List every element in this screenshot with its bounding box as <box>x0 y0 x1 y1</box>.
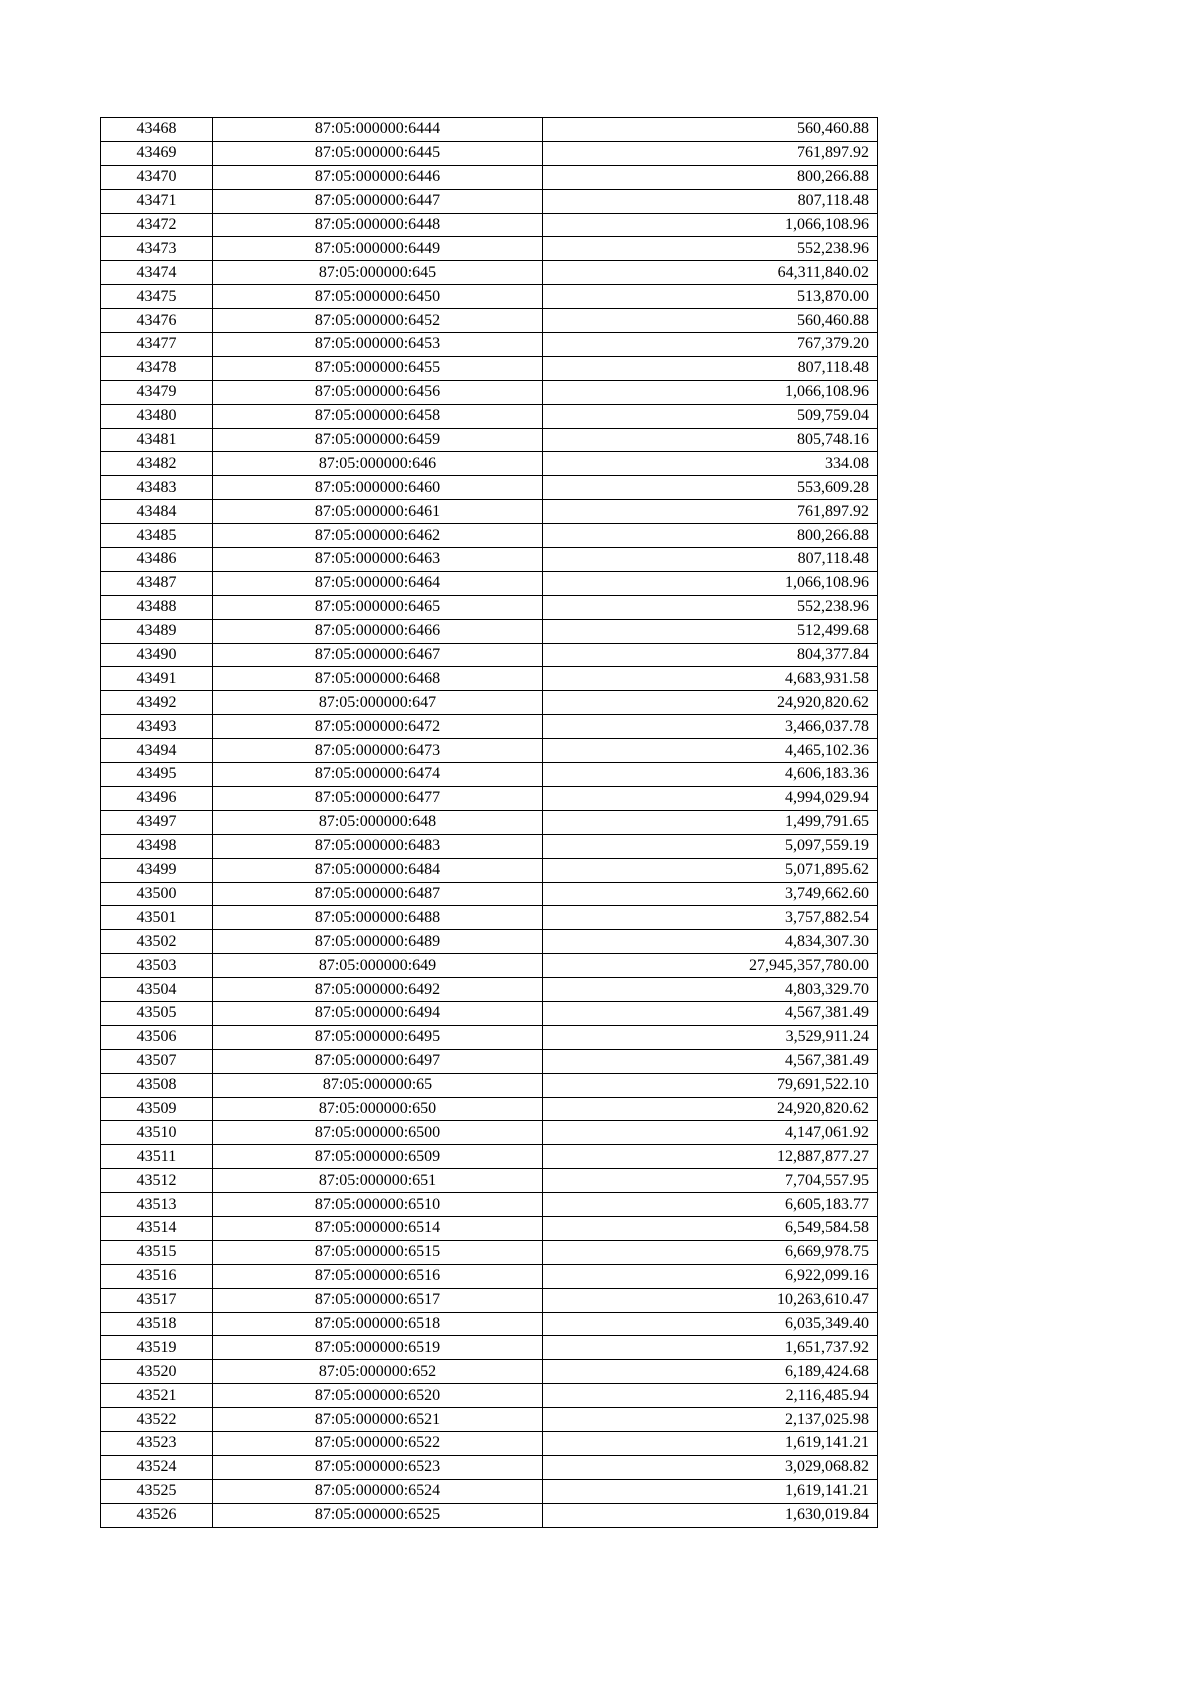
table-row <box>101 786 878 810</box>
row-number-cell: 43510 <box>101 1121 213 1145</box>
table-row <box>101 309 878 333</box>
row-number-cell: 43522 <box>101 1408 213 1432</box>
row-number-cell: 43481 <box>101 428 213 452</box>
cadastral-number-cell: 87:05:000000:652 <box>213 1360 543 1384</box>
table-row <box>101 906 878 930</box>
data-table <box>100 117 878 1528</box>
row-number-cell: 43512 <box>101 1169 213 1193</box>
row-number-cell: 43508 <box>101 1073 213 1097</box>
row-number-cell: 43497 <box>101 810 213 834</box>
cadastral-number-cell: 87:05:000000:6525 <box>213 1503 543 1527</box>
value-cell: 6,605,183.77 <box>543 1193 878 1217</box>
table-row <box>101 619 878 643</box>
table-row <box>101 380 878 404</box>
row-number-cell: 43472 <box>101 213 213 237</box>
value-cell: 6,669,978.75 <box>543 1240 878 1264</box>
table-row <box>101 1193 878 1217</box>
cadastral-number-cell: 87:05:000000:651 <box>213 1169 543 1193</box>
value-cell: 767,379.20 <box>543 333 878 357</box>
value-cell: 509,759.04 <box>543 404 878 428</box>
value-cell: 1,630,019.84 <box>543 1503 878 1527</box>
table-row <box>101 165 878 189</box>
value-cell: 4,834,307.30 <box>543 930 878 954</box>
table-row <box>101 691 878 715</box>
row-number-cell: 43513 <box>101 1193 213 1217</box>
value-cell: 4,606,183.36 <box>543 763 878 787</box>
cadastral-number-cell: 87:05:000000:645 <box>213 261 543 285</box>
table-row <box>101 1025 878 1049</box>
row-number-cell: 43505 <box>101 1001 213 1025</box>
cadastral-number-cell: 87:05:000000:6487 <box>213 882 543 906</box>
table-row <box>101 1049 878 1073</box>
cadastral-number-cell: 87:05:000000:6483 <box>213 834 543 858</box>
cadastral-number-cell: 87:05:000000:6488 <box>213 906 543 930</box>
value-cell: 5,071,895.62 <box>543 858 878 882</box>
row-number-cell: 43515 <box>101 1240 213 1264</box>
cadastral-number-cell: 87:05:000000:6456 <box>213 380 543 404</box>
value-cell: 3,757,882.54 <box>543 906 878 930</box>
value-cell: 3,529,911.24 <box>543 1025 878 1049</box>
cadastral-number-cell: 87:05:000000:6445 <box>213 141 543 165</box>
value-cell: 805,748.16 <box>543 428 878 452</box>
cadastral-number-cell: 87:05:000000:6519 <box>213 1336 543 1360</box>
value-cell: 552,238.96 <box>543 595 878 619</box>
table-row <box>101 954 878 978</box>
row-number-cell: 43474 <box>101 261 213 285</box>
cadastral-number-cell: 87:05:000000:6495 <box>213 1025 543 1049</box>
cadastral-number-cell: 87:05:000000:6463 <box>213 548 543 572</box>
table-row <box>101 571 878 595</box>
value-cell: 1,066,108.96 <box>543 380 878 404</box>
cadastral-number-cell: 87:05:000000:649 <box>213 954 543 978</box>
row-number-cell: 43518 <box>101 1312 213 1336</box>
table-row <box>101 1001 878 1025</box>
row-number-cell: 43525 <box>101 1479 213 1503</box>
cadastral-number-cell: 87:05:000000:6459 <box>213 428 543 452</box>
value-cell: 560,460.88 <box>543 309 878 333</box>
row-number-cell: 43503 <box>101 954 213 978</box>
row-number-cell: 43477 <box>101 333 213 357</box>
cadastral-number-cell: 87:05:000000:6518 <box>213 1312 543 1336</box>
table-row <box>101 237 878 261</box>
value-cell: 761,897.92 <box>543 500 878 524</box>
value-cell: 1,499,791.65 <box>543 810 878 834</box>
value-cell: 2,137,025.98 <box>543 1408 878 1432</box>
table-row <box>101 548 878 572</box>
row-number-cell: 43486 <box>101 548 213 572</box>
value-cell: 4,465,102.36 <box>543 739 878 763</box>
value-cell: 800,266.88 <box>543 524 878 548</box>
cadastral-number-cell: 87:05:000000:6452 <box>213 309 543 333</box>
cadastral-number-cell: 87:05:000000:646 <box>213 452 543 476</box>
table-row <box>101 643 878 667</box>
row-number-cell: 43506 <box>101 1025 213 1049</box>
value-cell: 6,035,349.40 <box>543 1312 878 1336</box>
table-row <box>101 500 878 524</box>
table-row <box>101 1408 878 1432</box>
table-row <box>101 1431 878 1455</box>
row-number-cell: 43475 <box>101 285 213 309</box>
table-row <box>101 476 878 500</box>
table-row <box>101 428 878 452</box>
table-row <box>101 524 878 548</box>
value-cell: 4,567,381.49 <box>543 1001 878 1025</box>
cadastral-number-cell: 87:05:000000:6514 <box>213 1216 543 1240</box>
cadastral-number-cell: 87:05:000000:6515 <box>213 1240 543 1264</box>
row-number-cell: 43511 <box>101 1145 213 1169</box>
table-row <box>101 1121 878 1145</box>
row-number-cell: 43483 <box>101 476 213 500</box>
row-number-cell: 43500 <box>101 882 213 906</box>
table-row <box>101 213 878 237</box>
cadastral-number-cell: 87:05:000000:6462 <box>213 524 543 548</box>
row-number-cell: 43471 <box>101 189 213 213</box>
table-row <box>101 1503 878 1527</box>
value-cell: 4,994,029.94 <box>543 786 878 810</box>
row-number-cell: 43488 <box>101 595 213 619</box>
value-cell: 1,619,141.21 <box>543 1431 878 1455</box>
table-row <box>101 1169 878 1193</box>
value-cell: 553,609.28 <box>543 476 878 500</box>
cadastral-number-cell: 87:05:000000:6460 <box>213 476 543 500</box>
value-cell: 552,238.96 <box>543 237 878 261</box>
cadastral-number-cell: 87:05:000000:6494 <box>213 1001 543 1025</box>
row-number-cell: 43504 <box>101 978 213 1002</box>
value-cell: 807,118.48 <box>543 356 878 380</box>
row-number-cell: 43468 <box>101 118 213 142</box>
row-number-cell: 43492 <box>101 691 213 715</box>
row-number-cell: 43496 <box>101 786 213 810</box>
table-row <box>101 739 878 763</box>
row-number-cell: 43520 <box>101 1360 213 1384</box>
value-cell: 807,118.48 <box>543 548 878 572</box>
value-cell: 1,066,108.96 <box>543 213 878 237</box>
cadastral-number-cell: 87:05:000000:6458 <box>213 404 543 428</box>
row-number-cell: 43470 <box>101 165 213 189</box>
cadastral-number-cell: 87:05:000000:6524 <box>213 1479 543 1503</box>
row-number-cell: 43526 <box>101 1503 213 1527</box>
cadastral-number-cell: 87:05:000000:65 <box>213 1073 543 1097</box>
cadastral-number-cell: 87:05:000000:6448 <box>213 213 543 237</box>
row-number-cell: 43494 <box>101 739 213 763</box>
row-number-cell: 43473 <box>101 237 213 261</box>
table-row <box>101 1479 878 1503</box>
table-row <box>101 452 878 476</box>
value-cell: 4,567,381.49 <box>543 1049 878 1073</box>
value-cell: 800,266.88 <box>543 165 878 189</box>
value-cell: 4,683,931.58 <box>543 667 878 691</box>
cadastral-number-cell: 87:05:000000:6509 <box>213 1145 543 1169</box>
value-cell: 3,749,662.60 <box>543 882 878 906</box>
table-row <box>101 1384 878 1408</box>
cadastral-number-cell: 87:05:000000:6453 <box>213 333 543 357</box>
table-row <box>101 978 878 1002</box>
value-cell: 7,704,557.95 <box>543 1169 878 1193</box>
table-row <box>101 141 878 165</box>
value-cell: 3,029,068.82 <box>543 1455 878 1479</box>
cadastral-number-cell: 87:05:000000:6520 <box>213 1384 543 1408</box>
table-row <box>101 1240 878 1264</box>
row-number-cell: 43482 <box>101 452 213 476</box>
row-number-cell: 43489 <box>101 619 213 643</box>
cadastral-number-cell: 87:05:000000:6510 <box>213 1193 543 1217</box>
cadastral-number-cell: 87:05:000000:6466 <box>213 619 543 643</box>
table-row <box>101 858 878 882</box>
cadastral-number-cell: 87:05:000000:6467 <box>213 643 543 667</box>
cadastral-number-cell: 87:05:000000:6446 <box>213 165 543 189</box>
cadastral-number-cell: 87:05:000000:6523 <box>213 1455 543 1479</box>
value-cell: 5,097,559.19 <box>543 834 878 858</box>
value-cell: 334.08 <box>543 452 878 476</box>
table-row <box>101 810 878 834</box>
table-row <box>101 1455 878 1479</box>
table-row <box>101 1312 878 1336</box>
table-row <box>101 404 878 428</box>
table-row <box>101 667 878 691</box>
value-cell: 24,920,820.62 <box>543 1097 878 1121</box>
table-row <box>101 1336 878 1360</box>
cadastral-number-cell: 87:05:000000:6450 <box>213 285 543 309</box>
cadastral-number-cell: 87:05:000000:6489 <box>213 930 543 954</box>
value-cell: 512,499.68 <box>543 619 878 643</box>
table-body <box>101 118 878 1528</box>
cadastral-number-cell: 87:05:000000:6521 <box>213 1408 543 1432</box>
cadastral-number-cell: 87:05:000000:6522 <box>213 1431 543 1455</box>
cadastral-number-cell: 87:05:000000:647 <box>213 691 543 715</box>
cadastral-number-cell: 87:05:000000:6449 <box>213 237 543 261</box>
table-row <box>101 930 878 954</box>
row-number-cell: 43507 <box>101 1049 213 1073</box>
table-row <box>101 189 878 213</box>
table-row <box>101 1145 878 1169</box>
cadastral-number-cell: 87:05:000000:6516 <box>213 1264 543 1288</box>
row-number-cell: 43480 <box>101 404 213 428</box>
cadastral-number-cell: 87:05:000000:6484 <box>213 858 543 882</box>
row-number-cell: 43493 <box>101 715 213 739</box>
row-number-cell: 43491 <box>101 667 213 691</box>
value-cell: 6,549,584.58 <box>543 1216 878 1240</box>
value-cell: 1,066,108.96 <box>543 571 878 595</box>
value-cell: 27,945,357,780.00 <box>543 954 878 978</box>
cadastral-number-cell: 87:05:000000:6500 <box>213 1121 543 1145</box>
value-cell: 6,189,424.68 <box>543 1360 878 1384</box>
table-row <box>101 1360 878 1384</box>
table-row <box>101 333 878 357</box>
table-row <box>101 763 878 787</box>
table-row <box>101 1073 878 1097</box>
value-cell: 4,803,329.70 <box>543 978 878 1002</box>
cadastral-number-cell: 87:05:000000:648 <box>213 810 543 834</box>
table-row <box>101 1097 878 1121</box>
row-number-cell: 43495 <box>101 763 213 787</box>
table-row <box>101 1264 878 1288</box>
cadastral-number-cell: 87:05:000000:6447 <box>213 189 543 213</box>
row-number-cell: 43502 <box>101 930 213 954</box>
value-cell: 10,263,610.47 <box>543 1288 878 1312</box>
value-cell: 807,118.48 <box>543 189 878 213</box>
row-number-cell: 43498 <box>101 834 213 858</box>
value-cell: 3,466,037.78 <box>543 715 878 739</box>
table-row <box>101 834 878 858</box>
row-number-cell: 43521 <box>101 1384 213 1408</box>
row-number-cell: 43519 <box>101 1336 213 1360</box>
cadastral-number-cell: 87:05:000000:6465 <box>213 595 543 619</box>
value-cell: 24,920,820.62 <box>543 691 878 715</box>
cadastral-number-cell: 87:05:000000:6517 <box>213 1288 543 1312</box>
row-number-cell: 43476 <box>101 309 213 333</box>
table-row <box>101 1216 878 1240</box>
cadastral-number-cell: 87:05:000000:6474 <box>213 763 543 787</box>
row-number-cell: 43509 <box>101 1097 213 1121</box>
value-cell: 1,619,141.21 <box>543 1479 878 1503</box>
row-number-cell: 43514 <box>101 1216 213 1240</box>
row-number-cell: 43524 <box>101 1455 213 1479</box>
table-row <box>101 882 878 906</box>
value-cell: 560,460.88 <box>543 118 878 142</box>
row-number-cell: 43485 <box>101 524 213 548</box>
table-row <box>101 285 878 309</box>
value-cell: 12,887,877.27 <box>543 1145 878 1169</box>
row-number-cell: 43517 <box>101 1288 213 1312</box>
value-cell: 6,922,099.16 <box>543 1264 878 1288</box>
cadastral-number-cell: 87:05:000000:6444 <box>213 118 543 142</box>
table-row <box>101 261 878 285</box>
row-number-cell: 43490 <box>101 643 213 667</box>
table-row <box>101 595 878 619</box>
table-row <box>101 118 878 142</box>
cadastral-number-cell: 87:05:000000:6492 <box>213 978 543 1002</box>
cadastral-number-cell: 87:05:000000:6473 <box>213 739 543 763</box>
cadastral-number-cell: 87:05:000000:6455 <box>213 356 543 380</box>
cadastral-number-cell: 87:05:000000:6472 <box>213 715 543 739</box>
row-number-cell: 43516 <box>101 1264 213 1288</box>
row-number-cell: 43487 <box>101 571 213 595</box>
value-cell: 513,870.00 <box>543 285 878 309</box>
cadastral-number-cell: 87:05:000000:6461 <box>213 500 543 524</box>
value-cell: 64,311,840.02 <box>543 261 878 285</box>
value-cell: 804,377.84 <box>543 643 878 667</box>
table-row <box>101 356 878 380</box>
row-number-cell: 43501 <box>101 906 213 930</box>
row-number-cell: 43499 <box>101 858 213 882</box>
cadastral-number-cell: 87:05:000000:6477 <box>213 786 543 810</box>
row-number-cell: 43484 <box>101 500 213 524</box>
table-row <box>101 1288 878 1312</box>
value-cell: 761,897.92 <box>543 141 878 165</box>
row-number-cell: 43469 <box>101 141 213 165</box>
row-number-cell: 43523 <box>101 1431 213 1455</box>
cadastral-number-cell: 87:05:000000:6497 <box>213 1049 543 1073</box>
table-row <box>101 715 878 739</box>
value-cell: 4,147,061.92 <box>543 1121 878 1145</box>
value-cell: 79,691,522.10 <box>543 1073 878 1097</box>
value-cell: 1,651,737.92 <box>543 1336 878 1360</box>
row-number-cell: 43479 <box>101 380 213 404</box>
row-number-cell: 43478 <box>101 356 213 380</box>
cadastral-number-cell: 87:05:000000:6468 <box>213 667 543 691</box>
value-cell: 2,116,485.94 <box>543 1384 878 1408</box>
cadastral-number-cell: 87:05:000000:6464 <box>213 571 543 595</box>
cadastral-number-cell: 87:05:000000:650 <box>213 1097 543 1121</box>
